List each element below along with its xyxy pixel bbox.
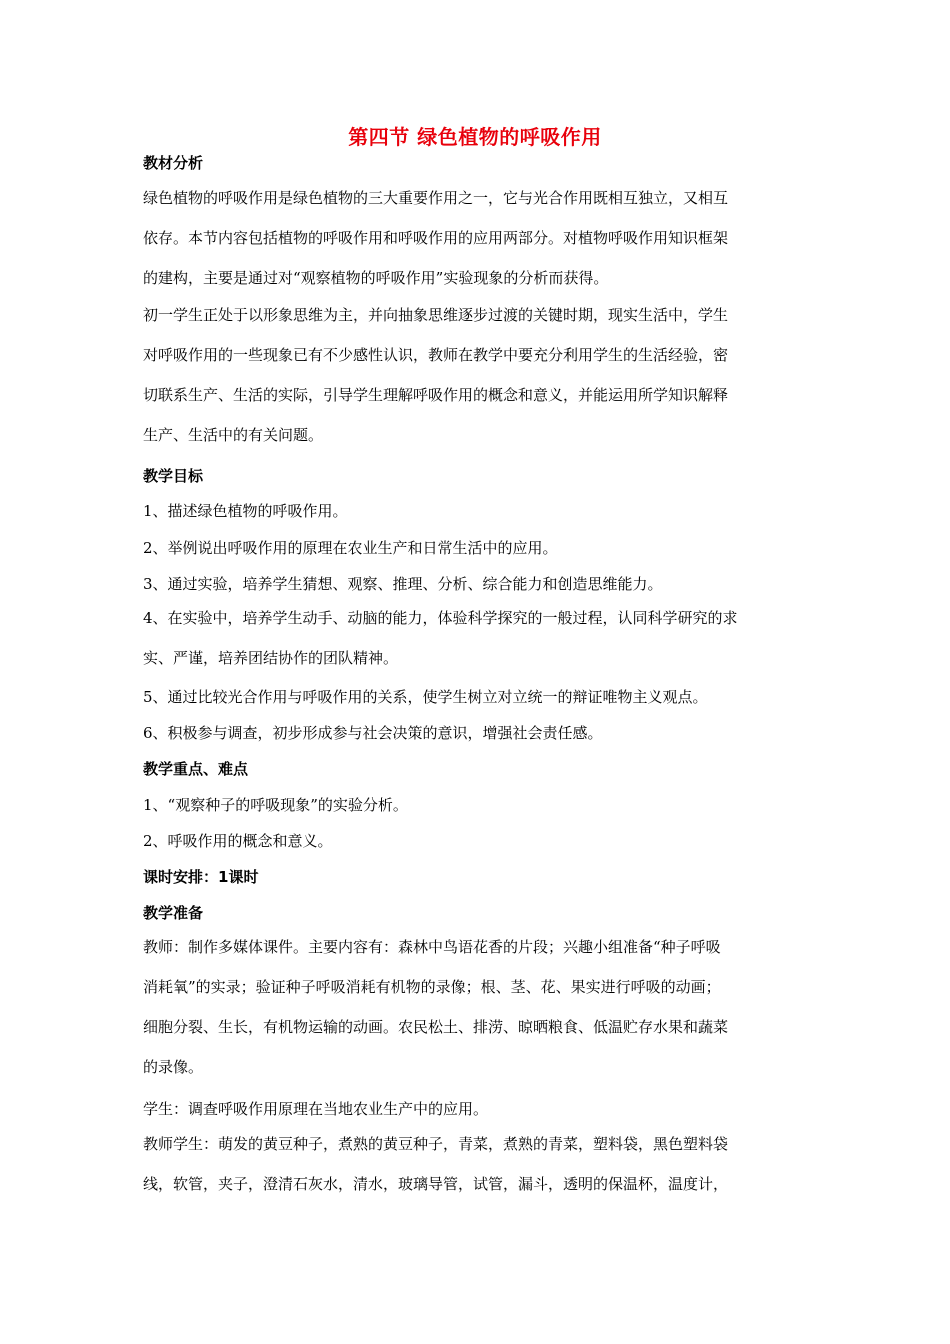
paragraph-line: 线，软管，夹子，澄清石灰水，清水，玻璃导管，试管，漏斗，透明的保温杯，温度计， bbox=[143, 1175, 729, 1193]
paragraph-line: 4、在实验中，培养学生动手、动脑的能力，体验科学探究的一般过程，认同科学研究的求 bbox=[143, 609, 738, 627]
paragraph-line: 绿色植物的呼吸作用是绿色植物的三大重要作用之一，它与光合作用既相互独立，又相互 bbox=[143, 189, 729, 207]
paragraph-line: 实、严谨，培养团结协作的团队精神。 bbox=[143, 649, 399, 667]
section-heading-analysis: 教材分析 bbox=[143, 154, 204, 172]
section-heading-schedule: 课时安排：1课时 bbox=[143, 868, 259, 886]
paragraph-line: 教师：制作多媒体课件。主要内容有：森林中鸟语花香的片段；兴趣小组准备“种子呼吸 bbox=[143, 938, 721, 956]
paragraph-teacher-student-preparation bbox=[143, 1124, 809, 1204]
goal-item-1: 1、描述绿色植物的呼吸作用。 bbox=[143, 502, 348, 520]
paragraph-line: 教师学生：萌发的黄豆种子，煮熟的黄豆种子，青菜，煮熟的青菜，塑料袋，黑色塑料袋 bbox=[143, 1135, 729, 1153]
section-heading-preparation: 教学准备 bbox=[143, 904, 204, 922]
goal-item-6: 6、积极参与调查，初步形成参与社会决策的意识，增强社会责任感。 bbox=[143, 724, 603, 742]
paragraph-line: 对呼吸作用的一些现象已有不少感性认识，教师在教学中要充分利用学生的生活经验，密 bbox=[143, 346, 729, 364]
section-heading-goals: 教学目标 bbox=[143, 467, 204, 485]
section-heading-key-points: 教学重点、难点 bbox=[143, 760, 249, 778]
paragraph-line: 初一学生正处于以形象思维为主，并向抽象思维逐步过渡的关键时期，现实生活中，学生 bbox=[143, 306, 729, 324]
paragraph-line: 消耗氧”的实录；验证种子呼吸消耗有机物的录像；根、茎、花、果实进行呼吸的动画； bbox=[143, 978, 721, 996]
goal-item-4 bbox=[143, 598, 809, 678]
goal-item-2: 2、举例说出呼吸作用的原理在农业生产和日常生活中的应用。 bbox=[143, 539, 558, 557]
paragraph-line: 细胞分裂、生长，有机物运输的动画。农民松土、排涝、晾晒粮食、低温贮存水果和蔬菜 bbox=[143, 1018, 729, 1036]
paragraph-line: 生产、生活中的有关问题。 bbox=[143, 426, 324, 444]
paragraph-teacher-preparation bbox=[143, 927, 809, 1087]
paragraph-line: 切联系生产、生活的实际，引导学生理解呼吸作用的概念和意义，并能运用所学知识解释 bbox=[143, 386, 729, 404]
page-title: 第四节 绿色植物的呼吸作用 bbox=[348, 125, 602, 149]
paragraph-analysis-2 bbox=[143, 295, 809, 455]
goal-item-5: 5、通过比较光合作用与呼吸作用的关系，使学生树立对立统一的辩证唯物主义观点。 bbox=[143, 688, 708, 706]
key-point-item-1: 1、“观察种子的呼吸现象”的实验分析。 bbox=[143, 796, 408, 814]
paragraph-line: 的建构，主要是通过对“观察植物的呼吸作用”实验现象的分析而获得。 bbox=[143, 269, 609, 287]
paragraph-line: 依存。本节内容包括植物的呼吸作用和呼吸作用的应用两部分。对植物呼吸作用知识框架 bbox=[143, 229, 729, 247]
paragraph-analysis-1 bbox=[143, 178, 809, 298]
key-point-item-2: 2、呼吸作用的概念和意义。 bbox=[143, 832, 333, 850]
paragraph-line: 的录像。 bbox=[143, 1058, 204, 1076]
goal-item-3: 3、通过实验，培养学生猜想、观察、推理、分析、综合能力和创造思维能力。 bbox=[143, 575, 663, 593]
paragraph-student-preparation: 学生：调查呼吸作用原理在当地农业生产中的应用。 bbox=[143, 1100, 489, 1118]
